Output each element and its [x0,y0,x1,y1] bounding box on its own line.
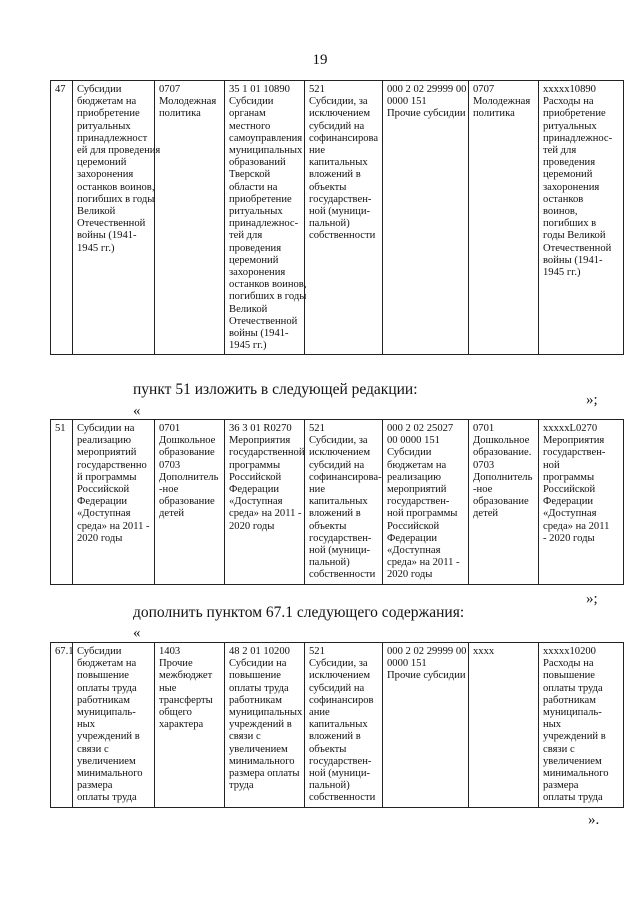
cell-text-line: государственной [229,447,305,459]
cell-text-line: ритуальных [229,206,283,218]
cell-revenue-code [383,643,469,808]
cell-text-line: общего [159,707,192,719]
cell-text-line: Российской [543,484,596,496]
cell-text-line: 1945 гг.) [229,340,267,352]
cell-text-line: погибших в [543,218,597,230]
cell-text-line: ной [543,459,560,471]
cell-text-line: ание [309,707,330,719]
paragraph-67-1-instruction: дополнить пунктом 67.1 следующего содержания: [133,604,465,621]
cell-text-line: воинов, [543,206,578,218]
cell-row-number [51,643,73,808]
cell-text-line: капитальных [309,157,368,169]
cell-text-line: годы Великой [543,230,606,242]
cell-text-line: принадлежнос- [543,132,613,144]
cell-text-line: связи с [229,731,261,743]
cell-text-line: 51 [55,423,66,434]
cell-text-line: учреждений в [77,731,140,743]
cell-text-line: ритуальных [77,120,131,132]
cell-text-line: детей [473,508,499,520]
cell-text-line: Дополнитель [473,471,533,483]
cell-text-line: пальной) [309,780,350,792]
closing-quote: ». [588,812,600,828]
cell-text-line: тей для [543,145,577,157]
cell-text-line: капитальных [309,719,368,731]
cell-text-line: органам [229,108,266,120]
cell-text-line: увеличением [543,755,602,767]
cell-text-line: связи с [543,743,575,755]
cell-text-line: оплаты труда [77,792,137,804]
cell-text-line: -ное [159,484,179,496]
cell-revenue-code [383,420,469,585]
cell-text-line: Молодежная [473,96,531,108]
cell-text-line: объекты [309,743,347,755]
cell-text-line: захоронения [229,267,286,279]
cell-text-line: программы [229,459,281,471]
cell-text-line: оплаты труда [543,792,603,804]
cell-municipal-article [539,420,624,585]
cell-text-line: 0707 [473,84,495,95]
cell-text-line: исключением [309,670,371,682]
cell-text-line: государствен- [309,532,372,544]
cell-text-line: муниципаль- [77,707,136,719]
cell-text-line: Федерации [229,484,280,496]
cell-text-line: капитальных [309,496,368,508]
cell-text-line: муниципальных [229,145,303,157]
cell-text-line: собственности [309,230,376,242]
cell-text-line: погибших в годы [229,291,307,303]
cell-text-line: Мероприятия [229,435,291,447]
cell-text-line: 0000 151 [387,96,427,108]
cell-text-line: политика [473,108,515,120]
cell-text-line: тей для [229,230,263,242]
cell-text-line: собственности [309,569,376,581]
cell-text-line: Дошкольное [159,435,216,447]
cell-text-line: Субсидии [77,84,122,95]
cell-text-line: принадлежнос- [229,218,299,230]
cell-text-line: приобретение [229,193,292,205]
cell-expense-type-code [305,81,383,355]
cell-text-line: Прочие [159,658,193,670]
paragraph-51-instruction: пункт 51 изложить в следующей редакции: [133,381,418,398]
cell-text-line: минимального [77,768,143,780]
cell-section-code [155,643,225,808]
cell-text-line: работникам [229,694,282,706]
cell-text-line: Дополнитель [159,471,219,483]
cell-text-line: 67.1 [55,646,74,657]
cell-text-line: Расходы на [543,96,594,108]
table-row-47 [50,80,624,355]
cell-municipal-section-code [469,81,539,355]
cell-text-line: 521 [309,84,325,95]
cell-text-line: Российской [77,484,130,496]
cell-subsidy-name [73,643,155,808]
cell-text-line: софинансиров [309,694,374,706]
cell-text-line: войны (1941- [543,254,603,266]
cell-text-line: xxxxx10890 [543,84,596,95]
cell-text-line: «Доступная [229,496,283,508]
cell-text-line: 2020 годы [387,569,433,581]
cell-text-line: ние [309,145,326,157]
cell-row-number [51,420,73,585]
cell-text-line: реализацию [387,471,442,483]
cell-text-line: погибших в годы [77,193,155,205]
cell-text-line: труда [229,780,254,792]
cell-text-line: Прочие субсидии [387,670,466,682]
cell-text-line: Субсидии на [77,423,135,434]
cell-text-line: государствен- [387,496,450,508]
cell-text-line: трансферты [159,694,213,706]
cell-text-line: муниципаль- [543,707,602,719]
cell-text-line: 2020 годы [229,520,275,532]
cell-text-line: объекты [309,181,347,193]
cell-text-line: проведения [229,242,282,254]
cell-text-line: исключением [309,447,371,459]
cell-text-line: ной (муници- [309,545,371,557]
cell-text-line: характера [159,719,204,731]
cell-text-line: среда» на 2011 - [387,557,460,569]
cell-text-line: оплаты труда [77,682,137,694]
cell-text-line: повышение [543,670,595,682]
cell-text-line: 2020 годы [77,532,123,544]
cell-text-line: минимального [543,768,609,780]
cell-text-line: бюджетам на [77,658,137,670]
cell-text-line: церемоний [229,254,279,266]
cell-text-line: Тверской [229,169,271,181]
cell-text-line: Субсидии [77,646,122,657]
cell-text-line: 48 2 01 10200 [229,646,290,657]
cell-text-line: размера [77,780,113,792]
cell-text-line: вложений в [309,169,361,181]
cell-text-line: 0701 [473,423,495,434]
cell-text-line: 1945 гг.) [543,267,581,279]
cell-text-line: «Доступная [387,545,441,557]
cell-text-line: образование [159,496,215,508]
cell-text-line: Отечественной [543,242,612,254]
cell-text-line: Субсидии, за [309,96,368,108]
cell-text-line: Федерации [387,532,438,544]
table-row [51,81,624,355]
cell-text-line: государственно [77,459,147,471]
cell-row-number [51,81,73,355]
cell-text-line: самоуправления [229,132,303,144]
cell-text-line: увеличением [77,755,136,767]
cell-text-line: 47 [55,84,66,95]
cell-text-line: объекты [309,520,347,532]
cell-text-line: исключением [309,108,371,120]
cell-text-line: войны (1941- [77,230,137,242]
cell-text-line: Субсидии, за [309,658,368,670]
cell-subsidy-name [73,420,155,585]
cell-text-line: Субсидии [387,447,432,459]
cell-text-line: образование [473,496,529,508]
cell-text-line: политика [159,108,201,120]
cell-text-line: субсидий на [309,120,365,132]
cell-text-line: Субсидии [229,96,274,108]
cell-text-line: ные [159,682,177,694]
cell-text-line: останков [543,193,584,205]
cell-text-line: детей [159,508,185,520]
cell-text-line: межбюджет [159,670,213,682]
cell-text-line: работникам [543,694,596,706]
cell-text-line: 0703 [159,459,181,471]
cell-text-line: среда» на 2011 - [77,520,150,532]
cell-municipal-article [539,81,624,355]
cell-text-line: вложений в [309,731,361,743]
cell-text-line: Великой [77,206,116,218]
cell-text-line: ей для проведения [77,145,161,157]
cell-text-line: захоронения [543,181,600,193]
cell-text-line: приобретение [543,108,606,120]
cell-text-line: связи с [77,743,109,755]
cell-text-line: 0701 [159,423,181,434]
cell-text-line: субсидий на [309,682,365,694]
cell-revenue-code [383,81,469,355]
cell-text-line: 0707 [159,84,181,95]
cell-text-line: ной (муници- [309,768,371,780]
cell-text-line: повышение [77,670,129,682]
cell-text-line: 35 1 01 10890 [229,84,290,95]
cell-section-code [155,81,225,355]
opening-quote: « [133,625,141,641]
cell-text-line: среда» на 2011 - [229,508,302,520]
cell-expense-type-code [305,420,383,585]
cell-text-line: Прочие субсидии [387,108,466,120]
cell-text-line: xxxxx10200 [543,646,596,657]
cell-text-line: учреждений в [543,731,606,743]
page-number: 19 [312,52,328,68]
cell-text-line: бюджетам на [387,459,447,471]
cell-text-line: мероприятий [77,447,137,459]
cell-text-line: 36 3 01 R0270 [229,423,292,434]
cell-municipal-section-code [469,643,539,808]
cell-text-line: образований [229,157,286,169]
closing-quote: »; [586,392,598,408]
cell-text-line: образование. [473,447,532,459]
cell-text-line: захоронения [77,169,134,181]
cell-text-line: повышение [229,670,281,682]
table-row-67-1 [50,642,624,808]
cell-text-line: Субсидии на [229,658,287,670]
cell-text-line: Молодежная [159,96,217,108]
cell-text-line: Субсидии, за [309,435,368,447]
cell-text-line: 521 [309,646,325,657]
cell-text-line: Российской [229,471,282,483]
table-row-51 [50,419,624,585]
cell-text-line: увеличением [229,743,288,755]
cell-text-line: приобретение [77,108,140,120]
cell-text-line: 0703 [473,459,495,471]
cell-text-line: церемоний [77,157,127,169]
cell-text-line: ной (муници- [309,206,371,218]
cell-text-line: минимального [229,755,295,767]
cell-text-line: государствен- [543,447,606,459]
cell-text-line: «Доступная [77,508,131,520]
cell-text-line: Российской [387,520,440,532]
cell-text-line: 1945 гг.) [77,242,115,254]
cell-text-line: ной программы [387,508,458,520]
cell-text-line: xxxx [473,646,495,657]
cell-municipal-article [539,643,624,808]
cell-municipal-section-code [469,420,539,585]
cell-text-line: -ное [473,484,493,496]
cell-text-line: программы [543,471,595,483]
cell-text-line: й программы [77,471,137,483]
cell-text-line: пальной) [309,557,350,569]
cell-text-line: войны (1941- [229,328,289,340]
cell-text-line: 0000 151 [387,658,427,670]
cell-text-line: образование [159,447,215,459]
cell-text-line: Отечественной [77,218,146,230]
cell-text-line: оплаты труда [543,682,603,694]
cell-section-code [155,420,225,585]
cell-text-line: государствен- [309,755,372,767]
cell-target-article-code [225,420,305,585]
cell-text-line: ние [309,484,326,496]
cell-text-line: ритуальных [543,120,597,132]
cell-text-line: ных [543,719,562,731]
cell-text-line: реализацию [77,435,132,447]
cell-text-line: оплаты труда [229,682,289,694]
cell-text-line: 00 0000 151 [387,435,440,447]
closing-quote: »; [586,591,598,607]
cell-text-line: «Доступная [543,508,597,520]
cell-text-line: Федерации [543,496,594,508]
cell-text-line: среда» на 2011 [543,520,610,532]
cell-text-line: вложений в [309,508,361,520]
cell-subsidy-name [73,81,161,355]
cell-text-line: принадлежност [77,132,148,144]
cell-text-line: - 2020 годы [543,532,595,544]
cell-target-article-code [225,81,305,355]
cell-text-line: 000 2 02 25027 [387,423,454,434]
cell-text-line: софинансирова- [309,471,382,483]
cell-text-line: учреждений в [229,719,292,731]
cell-text-line: 521 [309,423,325,434]
opening-quote: « [133,403,141,419]
cell-text-line: проведения [543,157,596,169]
cell-text-line: субсидий на [309,459,365,471]
cell-expense-type-code [305,643,383,808]
cell-text-line: церемоний [543,169,593,181]
cell-text-line: Дошкольное [473,435,530,447]
cell-text-line: Великой [229,303,268,315]
cell-text-line: местного [229,120,271,132]
table-row [51,420,624,585]
cell-text-line: мероприятий [387,484,447,496]
table-row [51,643,624,808]
cell-text-line: муниципальных [229,707,303,719]
cell-text-line: 1403 [159,646,181,657]
cell-text-line: собственности [309,792,376,804]
cell-text-line: Федерации [77,496,128,508]
cell-text-line: бюджетам на [77,96,137,108]
cell-text-line: останков воинов, [77,181,155,193]
cell-text-line: пальной) [309,218,350,230]
cell-text-line: Отечественной [229,315,298,327]
cell-text-line: 000 2 02 29999 00 [387,84,467,95]
cell-text-line: останков воинов, [229,279,307,291]
cell-text-line: размера оплаты [229,768,300,780]
cell-text-line: области на [229,181,278,193]
cell-text-line: размера [543,780,579,792]
cell-text-line: 000 2 02 29999 00 [387,646,467,657]
cell-target-article-code [225,643,305,808]
cell-text-line: Мероприятия [543,435,605,447]
cell-text-line: ных [77,719,96,731]
cell-text-line: софинансирова [309,132,379,144]
cell-text-line: xxxxxL0270 [543,423,598,434]
cell-text-line: Расходы на [543,658,594,670]
cell-text-line: государствен- [309,193,372,205]
cell-text-line: работникам [77,694,130,706]
